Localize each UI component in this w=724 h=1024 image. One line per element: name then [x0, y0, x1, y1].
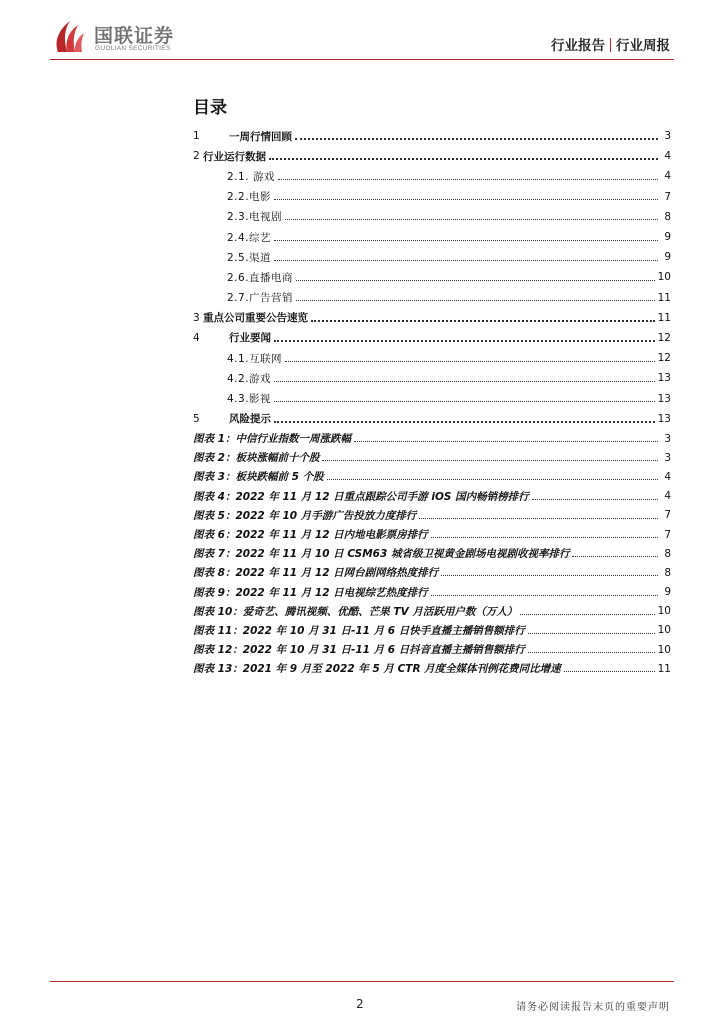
guolian-logo [52, 18, 192, 54]
figure-entry[interactable] [193, 583, 671, 602]
figure-entry-page: 10 [657, 624, 671, 637]
figure-entry-page: 3 [664, 432, 671, 445]
header-rule [50, 59, 674, 60]
toc-entry-title: 4.2.游戏 [227, 372, 272, 385]
toc-entry-page: 9 [664, 251, 671, 264]
toc-entry[interactable] [193, 308, 671, 328]
report-type: 行业报告 [551, 38, 605, 54]
dot-leader [295, 138, 658, 140]
logo-english-text: GUOLIAN SECURITIES [95, 45, 171, 52]
toc-entry[interactable] [193, 187, 671, 207]
figure-entry-page: 8 [664, 547, 671, 560]
footer-rule [50, 981, 674, 982]
figure-entry[interactable] [193, 621, 671, 640]
dot-leader [532, 499, 658, 500]
toc-entry-page: 9 [664, 231, 671, 244]
toc-entry[interactable] [193, 126, 671, 146]
toc-entry-title: 2.3.电视剧 [227, 211, 283, 224]
toc-entry-number: 1 [193, 130, 200, 143]
dot-leader [572, 556, 658, 557]
figure-entry-title: 图表 10：爱奇艺、腾讯视频、优酷、芒果 TV 月活跃用户数（万人） [193, 605, 518, 618]
dot-leader [269, 158, 658, 160]
toc-entry-page: 13 [657, 392, 671, 405]
dot-leader [278, 179, 658, 180]
toc-entry-title: 4.1.互联网 [227, 352, 283, 365]
figure-entry[interactable] [193, 467, 671, 486]
toc-entry-title: 行业运行数据 [203, 150, 266, 163]
dot-leader [419, 518, 658, 519]
toc-entry-page: 4 [664, 150, 671, 163]
toc-entry[interactable] [193, 368, 671, 388]
dot-leader [322, 460, 658, 461]
figure-entry[interactable] [193, 563, 671, 582]
header-separator [610, 38, 611, 52]
dot-leader [431, 595, 658, 596]
figure-entry-title: 图表 11：2022 年 10 月 31 日-11 月 6 日快手直播主播销售额排行 [193, 624, 525, 637]
figure-entry-page: 3 [664, 451, 671, 464]
toc-entry-title: 4.3.影视 [227, 393, 272, 406]
toc-entry-number: 5 [193, 412, 200, 425]
toc-entry[interactable] [193, 267, 671, 287]
figure-entry-page: 4 [664, 470, 671, 483]
toc-title: 目录 [193, 98, 227, 118]
toc-entry[interactable] [193, 166, 671, 186]
dot-leader [431, 537, 658, 538]
toc-entry-title: 2.5.渠道 [227, 251, 272, 264]
figure-entry-page: 7 [664, 509, 671, 522]
figure-entry-title: 图表 7：2022 年 11 月 10 日 CSM63 城省级卫视黄金剧场电视剧收视率排行 [193, 548, 570, 561]
figure-entry[interactable] [193, 640, 671, 659]
toc-entry[interactable] [193, 409, 671, 429]
figure-entry-title: 图表 9：2022 年 11 月 12 日电视综艺热度排行 [193, 586, 428, 599]
dot-leader [520, 614, 654, 615]
figure-entry-page: 10 [657, 605, 671, 618]
figure-entry-page: 10 [657, 643, 671, 656]
dot-leader [274, 421, 655, 423]
dot-leader [285, 361, 655, 362]
toc-entry[interactable] [193, 348, 671, 368]
toc-entry[interactable] [193, 146, 671, 166]
toc-entry-number: 4 [193, 331, 200, 344]
toc-entry[interactable] [193, 288, 671, 308]
figure-entry-title: 图表 4：2022 年 11 月 12 日重点跟踪公司手游 iOS 国内畅销榜排行 [193, 490, 529, 503]
flame-logo-icon [52, 18, 92, 54]
figure-entry[interactable] [193, 525, 671, 544]
figure-entry-page: 9 [664, 586, 671, 599]
toc-entry-page: 7 [664, 190, 671, 203]
dot-leader [327, 479, 658, 480]
toc-entry[interactable] [193, 247, 671, 267]
toc-entry-page: 12 [657, 352, 671, 365]
dot-leader [564, 671, 655, 672]
toc-entry-number: 2 [193, 150, 200, 163]
toc-entry-page: 12 [657, 331, 671, 344]
toc-entry[interactable] [193, 388, 671, 408]
toc-entry-page: 8 [664, 210, 671, 223]
toc-entry-page: 13 [657, 412, 671, 425]
dot-leader [296, 280, 655, 281]
toc-entry-title: 风险提示 [229, 413, 271, 426]
toc-entry-page: 11 [657, 291, 671, 304]
page-number: 2 [356, 997, 364, 1011]
figure-entry-title: 图表 8：2022 年 11 月 12 日网台剧网络热度排行 [193, 567, 439, 580]
toc-entry-number: 3 [193, 311, 200, 324]
dot-leader [528, 652, 655, 653]
dot-leader [528, 633, 655, 634]
figure-entry-title: 图表 5：2022 年 10 月手游广告投放力度排行 [193, 509, 417, 522]
toc-entry-title: 2.4.综艺 [227, 231, 272, 244]
dot-leader [274, 340, 655, 342]
toc-entry-page: 10 [657, 271, 671, 284]
toc-entry-title: 重点公司重要公告速览 [203, 312, 308, 325]
figure-entry[interactable] [193, 487, 671, 506]
report-category [551, 34, 670, 54]
dot-leader [274, 240, 658, 241]
figure-entry-title: 图表 3：板块跌幅前 5 个股 [193, 471, 324, 484]
toc-entry[interactable] [193, 207, 671, 227]
dot-leader [441, 575, 658, 576]
toc-entry-page: 11 [657, 311, 671, 324]
figure-entry-title: 图表 1：中信行业指数一周涨跌幅 [193, 433, 351, 446]
figure-entry-page: 7 [664, 528, 671, 541]
dot-leader [285, 219, 658, 220]
figure-entry-title: 图表 2：板块涨幅前十个股 [193, 452, 320, 465]
footer-disclaimer: 请务必阅读报告末页的重要声明 [516, 1002, 670, 1013]
dot-leader [311, 320, 655, 322]
toc-entry-title: 2.2.电影 [227, 191, 272, 204]
logo-chinese-text: 国联证券 [94, 25, 175, 47]
dot-leader [274, 381, 655, 382]
figure-entry[interactable] [193, 448, 671, 467]
figure-entry[interactable] [193, 659, 671, 678]
figure-entry[interactable] [193, 544, 671, 563]
figure-entry-page: 8 [664, 566, 671, 579]
toc-entry-page: 4 [664, 170, 671, 183]
toc-entry-page: 13 [657, 372, 671, 385]
dot-leader [354, 441, 658, 442]
page-header [0, 0, 724, 60]
figure-entry-title: 图表 12：2022 年 10 月 31 日-11 月 6 日抖音直播主播销售额排行 [193, 644, 525, 657]
toc-entry-title: 一周行情回顾 [229, 130, 292, 143]
toc-entry-title: 2.7.广告营销 [227, 292, 294, 305]
figure-entry-title: 图表 6：2022 年 11 月 12 日内地电影票房排行 [193, 529, 428, 542]
toc-entry[interactable] [193, 328, 671, 348]
toc-entry[interactable] [193, 227, 671, 247]
figure-entry-page: 4 [664, 490, 671, 503]
report-subtype: 行业周报 [616, 38, 670, 54]
figure-entry[interactable] [193, 506, 671, 525]
dot-leader [274, 401, 655, 402]
dot-leader [274, 260, 658, 261]
figure-entry[interactable] [193, 429, 671, 448]
toc-entry-title: 2.1. 游戏 [227, 170, 275, 183]
table-of-contents [193, 126, 671, 429]
dot-leader [274, 199, 658, 200]
toc-entry-title: 行业要闻 [229, 332, 271, 345]
figure-list [193, 429, 671, 678]
toc-entry-page: 3 [664, 130, 671, 143]
figure-entry-title: 图表 13：2021 年 9 月至 2022 年 5 月 CTR 月度全媒体刊例花费同比增速 [193, 663, 561, 676]
figure-entry[interactable] [193, 602, 671, 621]
figure-entry-page: 11 [657, 662, 671, 675]
toc-entry-title: 2.6.直播电商 [227, 271, 294, 284]
dot-leader [296, 300, 655, 301]
